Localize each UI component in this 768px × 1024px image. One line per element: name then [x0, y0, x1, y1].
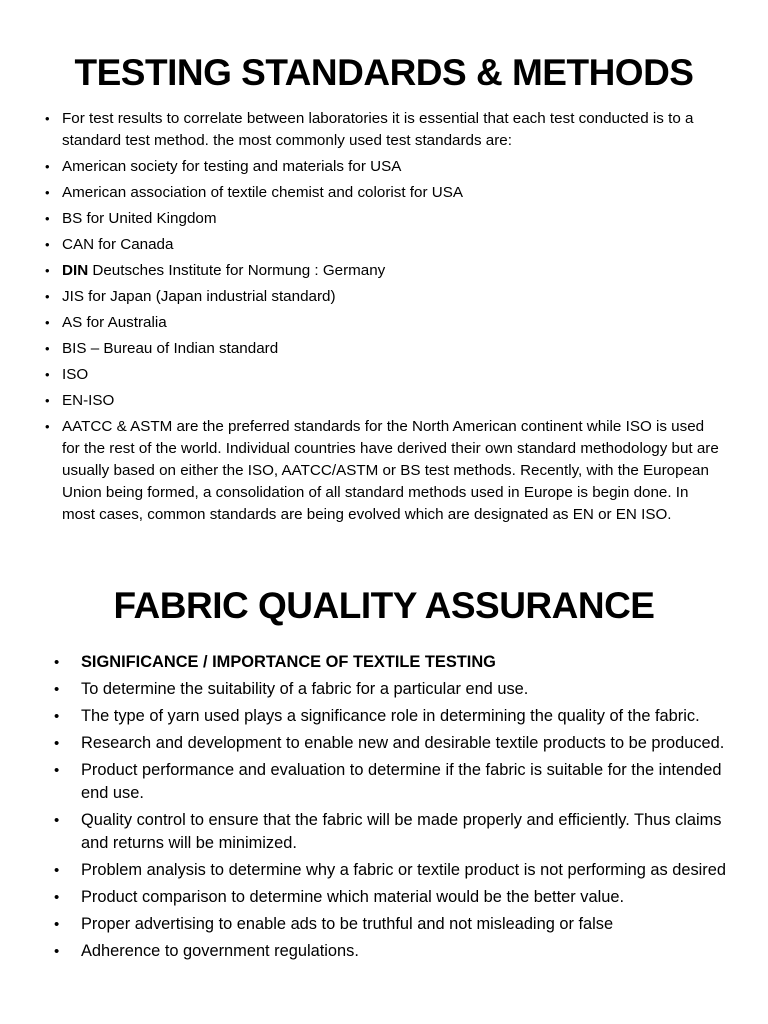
list-item [81, 809, 731, 855]
list-item-text: EN-ISO [62, 392, 115, 409]
list-item-text: CAN for Canada [62, 236, 174, 253]
list-item-text: Deutsches Institute for Normung : Germany [88, 262, 386, 279]
list-item-text: BIS – Bureau of Indian standard [62, 340, 279, 357]
list-item-text: JIS for Japan (Japan industrial standard) [62, 288, 336, 305]
list-item [62, 364, 722, 386]
list-item [62, 286, 722, 308]
list-item-text: American association of textile chemist and colorist for USA [62, 184, 463, 201]
list-item [81, 913, 731, 936]
list-item-text: Product comparison to determine which material would be the better value. [81, 888, 624, 906]
list-item-text: Adherence to government regulations. [81, 942, 359, 960]
list-item-text: Problem analysis to determine why a fabric or textile product is not performing as desired [81, 861, 726, 879]
section-title-fabric-quality: FABRIC QUALITY ASSURANCE [113, 585, 655, 626]
list-item-text: BS for United Kingdom [62, 210, 217, 227]
list-item [62, 312, 722, 334]
list-item-text: Quality control to ensure that the fabric will be made properly and efficiently. Thus claims and returns will be minimized. [81, 811, 722, 852]
list-item [81, 705, 731, 728]
list-item-text: To determine the suitability of a fabric for a particular end use. [81, 680, 529, 698]
fabric-quality-list [81, 651, 731, 967]
list-item-lead: DIN [62, 262, 89, 279]
list-item [62, 156, 722, 178]
list-item-text: American society for testing and materials for USA [62, 158, 402, 175]
list-item [81, 759, 731, 805]
list-item [81, 859, 731, 882]
list-item [62, 208, 722, 230]
list-item [81, 940, 731, 963]
list-item [81, 732, 731, 755]
list-item-text: AS for Australia [62, 314, 167, 331]
list-item [62, 234, 722, 256]
list-heading-text: SIGNIFICANCE / IMPORTANCE OF TEXTILE TESTING [81, 653, 496, 671]
list-item-text: ISO [62, 366, 89, 383]
list-item [81, 678, 731, 701]
list-item [81, 886, 731, 909]
list-item [62, 260, 722, 282]
list-item-text: Proper advertising to enable ads to be truthful and not misleading or false [81, 915, 614, 933]
list-item-text: AATCC & ASTM are the preferred standards for the North American continent while ISO is used for the rest of the world. Individual countries have derived their own standard methodology but are usually based on either the ISO, AATCC/ASTM or BS test methods. Recently, with the European Union being formed, a consolidation of all standard methods used in Europe is begin done. In most cases, common standards are being evolved which are designated as EN or EN ISO. [62, 418, 719, 523]
list-item-text: The type of yarn used plays a significance role in determining the quality of the fabric. [81, 707, 700, 725]
list-item [62, 182, 722, 204]
list-item-text: Product performance and evaluation to determine if the fabric is suitable for the intended end use. [81, 761, 722, 802]
list-item-text: Research and development to enable new and desirable textile products to be produced. [81, 734, 725, 752]
list-item [62, 108, 722, 152]
list-item [62, 390, 722, 412]
list-item [62, 338, 722, 360]
list-item-text: For test results to correlate between laboratories it is essential that each test conducted is to a standard test method. the most commonly used test standards are: [62, 110, 694, 149]
section-title-testing-standards: TESTING STANDARDS & METHODS [74, 52, 694, 93]
testing-standards-list [62, 108, 722, 530]
list-item-heading [81, 651, 731, 674]
list-item [62, 416, 722, 526]
